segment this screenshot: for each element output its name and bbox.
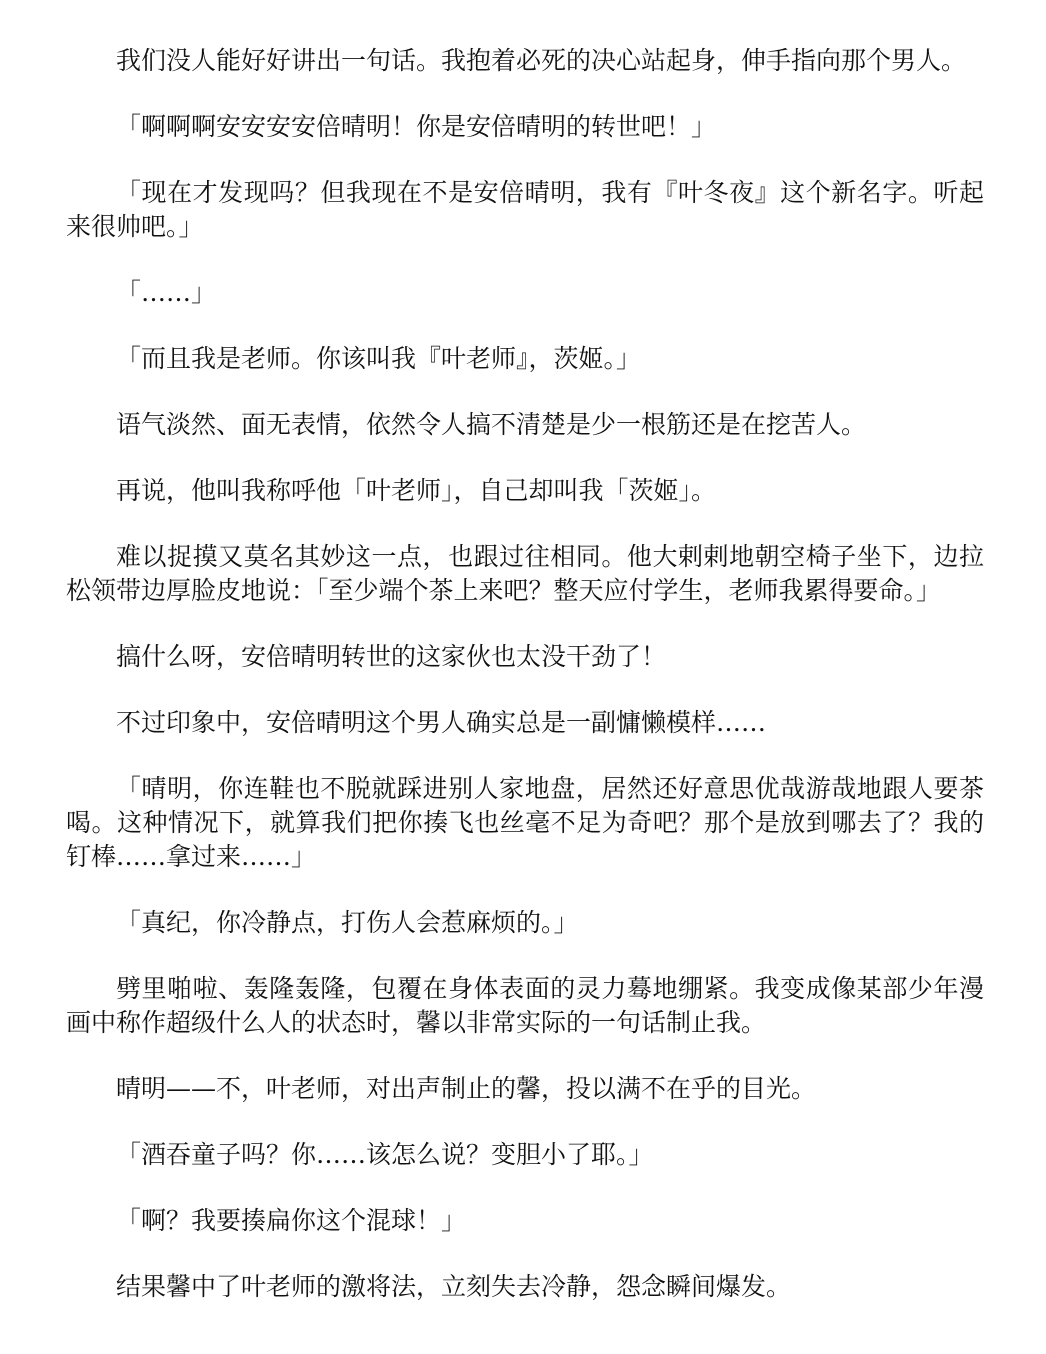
paragraph: 我们没人能好好讲出一句话。我抱着必死的决心站起身，伸手指向那个男人。 — [116, 46, 967, 75]
paragraph: 搞什么呀，安倍晴明转世的这家伙也太没干劲了！ — [116, 642, 667, 671]
paragraph: 语气淡然、面无表情，依然令人搞不清楚是少一根筋还是在挖苦人。 — [116, 410, 867, 439]
paragraph: 结果馨中了叶老师的激将法，立刻失去冷静，怨念瞬间爆发。 — [116, 1272, 792, 1301]
paragraph: 劈里啪啦、轰隆轰隆，包覆在身体表面的灵力蓦地绷紧。我变成像某部少年漫画中称作超级什么人的状态时，馨以非常实际的一句话制止我。 — [66, 974, 984, 1037]
paragraph: 不过印象中，安倍晴明这个男人确实总是一副慵懒模样…… — [116, 708, 767, 737]
paragraph: 「真纪，你冷静点，打伤人会惹麻烦的。」 — [116, 908, 579, 937]
novel-page — [66, 44, 984, 1336]
paragraph: 「晴明，你连鞋也不脱就踩进别人家地盘，居然还好意思优哉游哉地跟人要茶喝。这种情况下，就算我们把你揍飞也丝毫不足为奇吧？那个是放到哪去了？我的钉棒……拿过来……」 — [66, 774, 984, 871]
paragraph: 「现在才发现吗？但我现在不是安倍晴明，我有『叶冬夜』这个新名字。听起来很帅吧。」 — [66, 178, 984, 241]
paragraph: 难以捉摸又莫名其妙这一点，也跟过往相同。他大剌剌地朝空椅子坐下，边拉松领带边厚脸皮地说：「至少端个茶上来吧？整天应付学生，老师我累得要命。」 — [66, 542, 984, 605]
paragraph: 「酒吞童子吗？你……该怎么说？变胆小了耶。」 — [116, 1140, 654, 1169]
paragraph: 「……」 — [116, 278, 217, 307]
paragraph: 「而且我是老师。你该叫我『叶老师』，茨姬。」 — [116, 344, 642, 373]
paragraph: 「啊？我要揍扁你这个混球！」 — [116, 1206, 467, 1235]
paragraph: 晴明——不，叶老师，对出声制止的馨，投以满不在乎的目光。 — [116, 1074, 817, 1103]
paragraph: 再说，他叫我称呼他「叶老师」，自己却叫我「茨姬」。 — [116, 476, 717, 505]
paragraph: 「啊啊啊安安安安倍晴明！你是安倍晴明的转世吧！」 — [116, 112, 717, 141]
